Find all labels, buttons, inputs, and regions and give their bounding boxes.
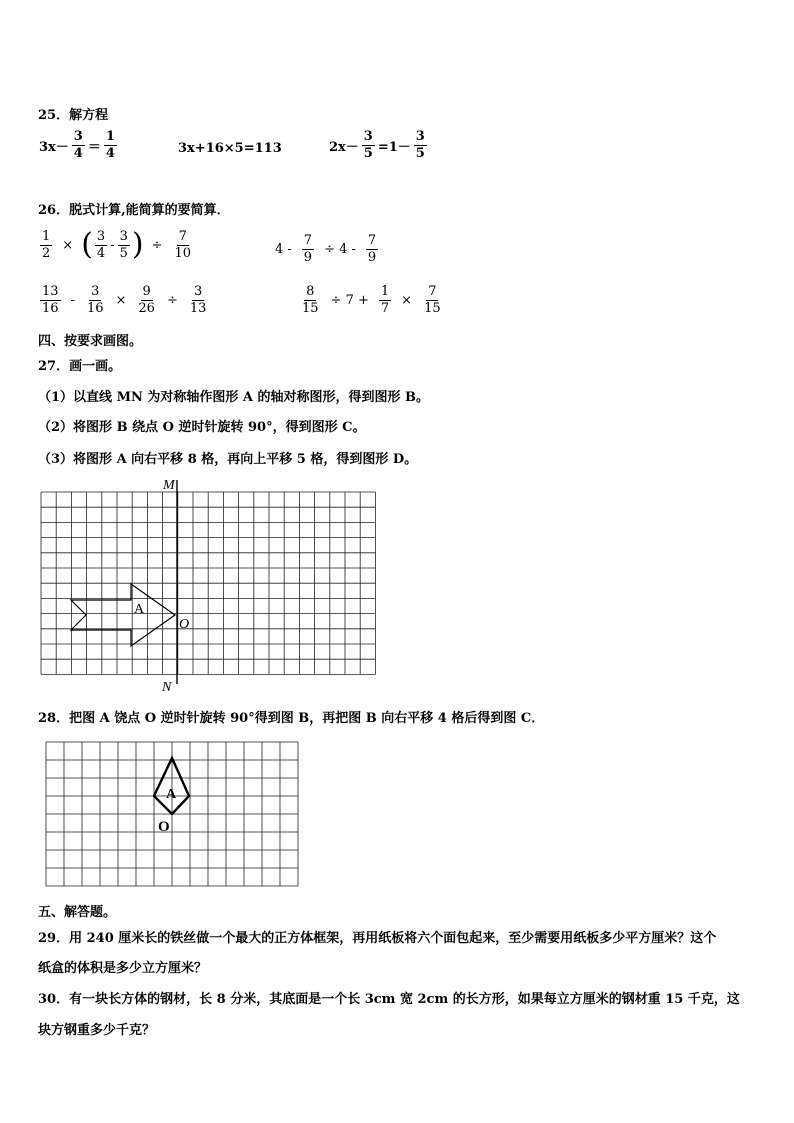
label-o: O <box>179 617 190 632</box>
label-m: M <box>163 478 175 493</box>
eq1-frac-2: $\frac{1}{4}$ <box>105 129 115 161</box>
q26-expr-4: $\frac{8}{15}$ ÷ 7 + $\frac{1}{7}$ × $\frac{7}{15}$ <box>302 284 441 316</box>
q26-expr-1: $\frac{1}{2}$ × ( $\frac{3}{4}$ - $\frac{3}{5}$ ) ÷ $\frac{7}{10}$ <box>42 227 192 263</box>
q30-line-2: 块方钢重多少千克？ <box>38 1023 156 1038</box>
q25-equation-2: 3x+16×5=113 <box>178 141 282 156</box>
label-a: A <box>166 787 177 802</box>
q26-expr-2: 4 - $\frac{7}{9}$ ÷ 4 - $\frac{7}{9}$ <box>275 233 377 265</box>
section-4-heading: 四、按要求画图。 <box>38 334 143 349</box>
eq3-frac-2: $\frac{3}{5}$ <box>415 129 425 161</box>
eq3-frac-1: $\frac{3}{5}$ <box>363 129 373 161</box>
label-o: O <box>158 819 170 835</box>
q30-line-1: 30．有一块长方体的钢材，长 8 分米，其底面是一个长 3cm 宽 2cm 的长方形，如果每立方厘米的钢材重 15 千克，这 <box>38 992 740 1007</box>
q27-step-2: （2）将图形 B 绕点 O 逆时针旋转 90°，得到图形 C。 <box>38 420 366 435</box>
shape-a <box>154 758 189 814</box>
q27-step-3: （3）将图形 A 向右平移 8 格，再向上平移 5 格，得到图形 D。 <box>38 452 418 467</box>
eq1-lhs: 3x－ <box>39 139 69 155</box>
q25-equation-3: 2x－ $\frac{3}{5}$ =1－ $\frac{3}{5}$ <box>329 129 425 161</box>
q27-grid-figure <box>30 472 390 694</box>
eq1-equals: ＝ <box>87 139 101 155</box>
q27-title: 27．画一画。 <box>38 359 122 374</box>
q25-title: 25．解方程 <box>38 108 109 123</box>
q26-expr-3: $\frac{13}{16}$ - $\frac{3}{16}$ × $\frac{9}{26}$ ÷ $\frac{3}{13}$ <box>42 284 207 316</box>
q25-equation-1 <box>38 130 119 160</box>
label-a: A <box>134 602 145 617</box>
q29-line-1: 29．用 240 厘米长的铁丝做一个最大的正方体框架，再用纸板将六个面包起来，至少需要用纸板多少平方厘米？这个 <box>38 931 717 946</box>
q29-line-2: 纸盒的体积是多少立方厘米？ <box>38 961 208 976</box>
q28-grid-figure <box>44 740 302 888</box>
eq1-frac-1: $\frac{3}{4}$ <box>73 129 83 161</box>
q28-title: 28．把图 A 饶点 O 逆时针旋转 90°得到图 B，再把图 B 向右平移 4 格后得到图 C． <box>38 711 545 726</box>
label-n: N <box>162 680 172 694</box>
section-5-heading: 五、解答题。 <box>38 905 117 920</box>
q27-step-1: （1）以直线 MN 为对称轴作图形 A 的轴对称图形，得到图形 B。 <box>38 390 430 405</box>
q26-title: 26．脱式计算,能简算的要简算． <box>38 203 230 218</box>
